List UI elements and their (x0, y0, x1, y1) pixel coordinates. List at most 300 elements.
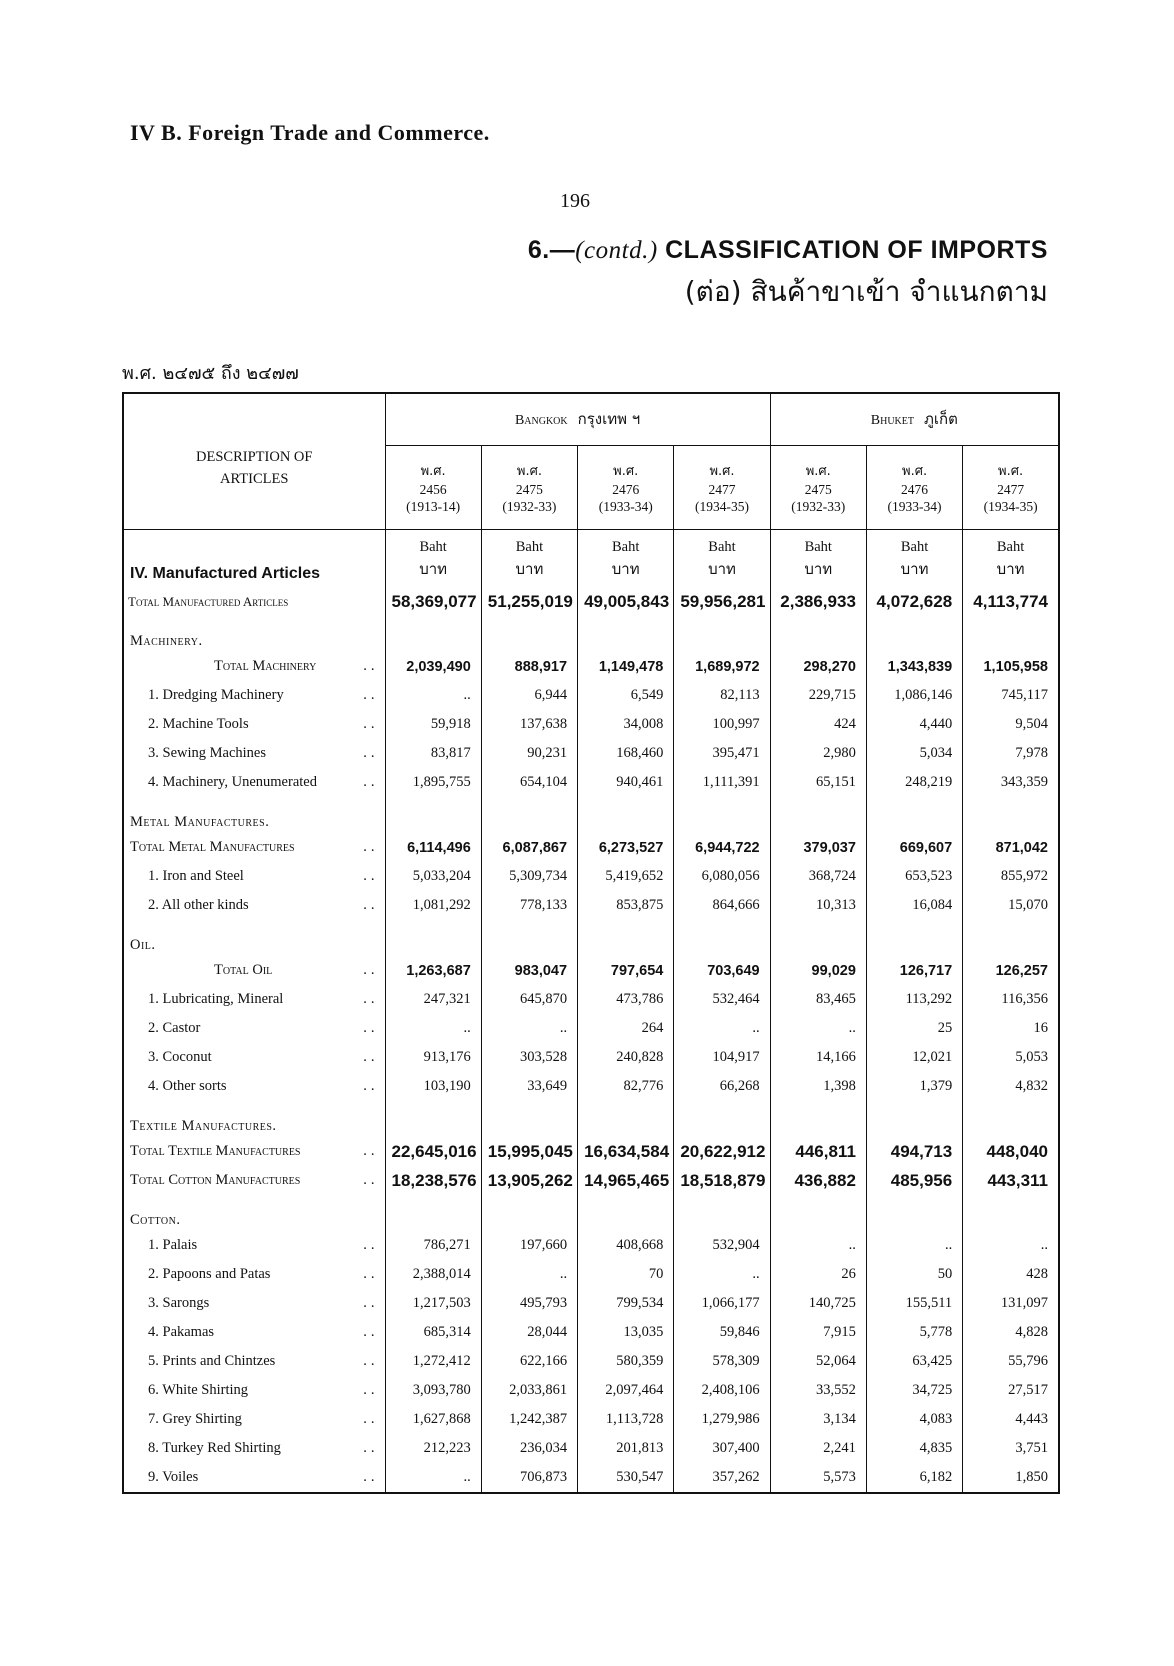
value-cell (578, 920, 674, 956)
value-cell: 13,905,262 (481, 1166, 577, 1195)
total-label: Total Textile Manufactures .. (130, 1143, 379, 1159)
value-cell: 12,021 (866, 1043, 962, 1072)
leader-dots: .. (363, 1440, 379, 1456)
section-label: IV. Manufactured Articles (130, 565, 320, 582)
value-cell: 229,715 (770, 681, 866, 710)
value-cell: 33,552 (770, 1376, 866, 1405)
leader-dots: .. (363, 1324, 379, 1340)
column-header: พ.ศ. 2456 (1913-14) (385, 445, 481, 529)
table-row (123, 1376, 1059, 1405)
value-cell: 9,504 (963, 710, 1059, 739)
value-cell: 34,725 (866, 1376, 962, 1405)
value-cell: 240,828 (578, 1043, 674, 1072)
total-label: Total Machinery .. (214, 658, 379, 674)
value-cell: 343,359 (963, 768, 1059, 797)
value-cell: 59,956,281 (674, 587, 770, 616)
item-label: 4. Machinery, Unenumerated .. (148, 774, 379, 790)
value-cell (481, 616, 577, 652)
value-cell: 1,627,868 (385, 1405, 481, 1434)
unit-cell: Baht บาท (385, 529, 481, 587)
value-cell: 90,231 (481, 739, 577, 768)
value-cell: 2,388,014 (385, 1260, 481, 1289)
value-cell: 1,379 (866, 1072, 962, 1101)
value-cell (481, 797, 577, 833)
value-cell: 59,846 (674, 1318, 770, 1347)
value-cell: 126,717 (866, 956, 962, 985)
value-cell: 18,238,576 (385, 1166, 481, 1195)
value-cell: 1,105,958 (963, 652, 1059, 681)
value-cell: 26 (770, 1260, 866, 1289)
value-cell: 495,793 (481, 1289, 577, 1318)
leader-dots: .. (363, 868, 379, 884)
value-cell: 99,029 (770, 956, 866, 985)
item-label: 9. Voiles .. (148, 1469, 379, 1485)
value-cell: 1,850 (963, 1463, 1059, 1493)
year-range-thai: พ.ศ. ๒๔๗๕ ถึง ๒๔๗๗ (122, 363, 299, 384)
value-cell: 4,113,774 (963, 587, 1059, 616)
table-row (123, 739, 1059, 768)
value-cell: 2,241 (770, 1434, 866, 1463)
value-cell: 4,828 (963, 1318, 1059, 1347)
table-row (123, 1260, 1059, 1289)
column-header: พ.ศ. 2477 (1934-35) (674, 445, 770, 529)
value-cell: 58,369,077 (385, 587, 481, 616)
table-row (123, 710, 1059, 739)
leader-dots: .. (363, 1143, 379, 1159)
value-cell: 532,904 (674, 1231, 770, 1260)
value-cell: 236,034 (481, 1434, 577, 1463)
group-label: Metal Manufactures. (130, 814, 270, 830)
value-cell: 6,944,722 (674, 833, 770, 862)
value-cell: 70 (578, 1260, 674, 1289)
value-cell (866, 797, 962, 833)
heading-contd: (contd.) (575, 237, 658, 264)
value-cell: 871,042 (963, 833, 1059, 862)
value-cell: 786,271 (385, 1231, 481, 1260)
value-cell: 913,176 (385, 1043, 481, 1072)
value-cell: 983,047 (481, 956, 577, 985)
table-row (123, 891, 1059, 920)
table-row (123, 797, 1059, 833)
value-cell: 379,037 (770, 833, 866, 862)
value-cell: .. (770, 1231, 866, 1260)
value-cell: 940,461 (578, 768, 674, 797)
value-cell (963, 797, 1059, 833)
table-row (123, 1137, 1059, 1166)
value-cell: 1,149,478 (578, 652, 674, 681)
value-cell (963, 1195, 1059, 1231)
value-cell: 248,219 (866, 768, 962, 797)
unit-cell: Baht บาท (578, 529, 674, 587)
value-cell: 853,875 (578, 891, 674, 920)
table-row (123, 920, 1059, 956)
group-label: Cotton. (130, 1212, 181, 1228)
table-row (123, 1101, 1059, 1137)
value-cell: 1,279,986 (674, 1405, 770, 1434)
leader-dots: .. (363, 1237, 379, 1253)
value-cell: 15,070 (963, 891, 1059, 920)
value-cell: .. (963, 1231, 1059, 1260)
value-cell: 494,713 (866, 1137, 962, 1166)
item-label: 3. Sewing Machines .. (148, 745, 379, 761)
table-row (123, 1318, 1059, 1347)
item-label: 2. Castor .. (148, 1020, 379, 1036)
value-cell: 5,309,734 (481, 862, 577, 891)
item-label: 5. Prints and Chintzes .. (148, 1353, 379, 1369)
table-row (123, 768, 1059, 797)
value-cell: 63,425 (866, 1347, 962, 1376)
value-cell: 2,386,933 (770, 587, 866, 616)
value-cell: 578,309 (674, 1347, 770, 1376)
value-cell: 155,511 (866, 1289, 962, 1318)
value-cell (481, 920, 577, 956)
table-row (123, 1072, 1059, 1101)
value-cell: 6,080,056 (674, 862, 770, 891)
item-label: 1. Dredging Machinery .. (148, 687, 379, 703)
leader-dots: .. (363, 716, 379, 732)
value-cell (578, 1101, 674, 1137)
heading-title: CLASSIFICATION OF IMPORTS (665, 236, 1048, 264)
item-label: 1. Iron and Steel .. (148, 868, 379, 884)
value-cell: 247,321 (385, 985, 481, 1014)
page-number: 196 (560, 190, 590, 212)
value-cell (770, 797, 866, 833)
value-cell: 49,005,843 (578, 587, 674, 616)
value-cell: 140,725 (770, 1289, 866, 1318)
value-cell: 83,465 (770, 985, 866, 1014)
section-title: IV B. Foreign Trade and Commerce. (130, 120, 490, 145)
value-cell: 16,084 (866, 891, 962, 920)
table-row (123, 1231, 1059, 1260)
table-row (123, 862, 1059, 891)
column-header: พ.ศ. 2475 (1932-33) (481, 445, 577, 529)
value-cell: 33,649 (481, 1072, 577, 1101)
table-row (123, 833, 1059, 862)
value-cell: 201,813 (578, 1434, 674, 1463)
leader-dots: .. (363, 1353, 379, 1369)
table-row (123, 681, 1059, 710)
value-cell: 2,039,490 (385, 652, 481, 681)
value-cell: 1,066,177 (674, 1289, 770, 1318)
total-label: Total Cotton Manufactures .. (130, 1172, 379, 1188)
total-label: Total Metal Manufactures .. (130, 839, 379, 855)
value-cell: 34,008 (578, 710, 674, 739)
table-row (123, 616, 1059, 652)
value-cell: 1,086,146 (866, 681, 962, 710)
value-cell: 25 (866, 1014, 962, 1043)
value-cell: 357,262 (674, 1463, 770, 1493)
leader-dots: .. (363, 1469, 379, 1485)
value-cell: 778,133 (481, 891, 577, 920)
value-cell: 6,273,527 (578, 833, 674, 862)
value-cell: 1,242,387 (481, 1405, 577, 1434)
leader-dots: .. (363, 962, 379, 978)
value-cell: 580,359 (578, 1347, 674, 1376)
value-cell: 685,314 (385, 1318, 481, 1347)
description-header: DESCRIPTION OF ARTICLES (196, 449, 313, 487)
group-label: Oil. (130, 937, 156, 953)
value-cell (866, 920, 962, 956)
value-cell: 27,517 (963, 1376, 1059, 1405)
total-label: Total Manufactured Articles (128, 593, 289, 609)
value-cell (866, 1101, 962, 1137)
value-cell: 131,097 (963, 1289, 1059, 1318)
value-cell: 1,398 (770, 1072, 866, 1101)
value-cell: 5,034 (866, 739, 962, 768)
value-cell: 14,166 (770, 1043, 866, 1072)
value-cell (385, 1101, 481, 1137)
value-cell: 6,549 (578, 681, 674, 710)
value-cell: 113,292 (866, 985, 962, 1014)
value-cell: 2,097,464 (578, 1376, 674, 1405)
value-cell (674, 920, 770, 956)
value-cell: 6,114,496 (385, 833, 481, 862)
leader-dots: .. (363, 1172, 379, 1188)
table-row (123, 1347, 1059, 1376)
unit-cell: Baht บาท (674, 529, 770, 587)
value-cell (866, 616, 962, 652)
leader-dots: .. (363, 745, 379, 761)
value-cell: 1,217,503 (385, 1289, 481, 1318)
value-cell: 653,523 (866, 862, 962, 891)
value-cell (578, 1195, 674, 1231)
value-cell: .. (385, 681, 481, 710)
value-cell (385, 1195, 481, 1231)
table-row (123, 985, 1059, 1014)
value-cell: 66,268 (674, 1072, 770, 1101)
value-cell (674, 1101, 770, 1137)
value-cell: 6,087,867 (481, 833, 577, 862)
value-cell: 4,832 (963, 1072, 1059, 1101)
value-cell: .. (866, 1231, 962, 1260)
value-cell: 368,724 (770, 862, 866, 891)
value-cell: 6,182 (866, 1463, 962, 1493)
value-cell: 7,915 (770, 1318, 866, 1347)
value-cell: 855,972 (963, 862, 1059, 891)
item-label: 1. Lubricating, Mineral .. (148, 991, 379, 1007)
value-cell: 13,035 (578, 1318, 674, 1347)
value-cell (770, 1101, 866, 1137)
item-label: 2. All other kinds .. (148, 897, 379, 913)
value-cell: 1,111,391 (674, 768, 770, 797)
value-cell: 2,980 (770, 739, 866, 768)
region-bangkok: Bangkok กรุงเทพ ฯ (385, 393, 770, 445)
table-row (123, 956, 1059, 985)
value-cell: 703,649 (674, 956, 770, 985)
value-cell: 303,528 (481, 1043, 577, 1072)
table-row (123, 652, 1059, 681)
value-cell (963, 1101, 1059, 1137)
group-label: Textile Manufactures. (130, 1118, 277, 1134)
value-cell: 799,534 (578, 1289, 674, 1318)
region-bhuket: Bhuket ภูเก็ต (770, 393, 1059, 445)
value-cell: 888,917 (481, 652, 577, 681)
value-cell: 7,978 (963, 739, 1059, 768)
value-cell (674, 797, 770, 833)
value-cell: 51,255,019 (481, 587, 577, 616)
value-cell: 4,443 (963, 1405, 1059, 1434)
value-cell (674, 616, 770, 652)
value-cell: 1,113,728 (578, 1405, 674, 1434)
column-header: พ.ศ. 2476 (1933-34) (866, 445, 962, 529)
item-label: 3. Coconut .. (148, 1049, 379, 1065)
value-cell: 2,408,106 (674, 1376, 770, 1405)
value-cell: 6,944 (481, 681, 577, 710)
value-cell: 4,835 (866, 1434, 962, 1463)
table-row (123, 1166, 1059, 1195)
value-cell: 10,313 (770, 891, 866, 920)
value-cell: 797,654 (578, 956, 674, 985)
value-cell: .. (674, 1260, 770, 1289)
value-cell: 3,093,780 (385, 1376, 481, 1405)
value-cell (770, 1195, 866, 1231)
value-cell: 669,607 (866, 833, 962, 862)
value-cell: 59,918 (385, 710, 481, 739)
value-cell: 50 (866, 1260, 962, 1289)
value-cell: 645,870 (481, 985, 577, 1014)
value-cell: 424 (770, 710, 866, 739)
leader-dots: .. (363, 1078, 379, 1094)
item-label: 4. Other sorts .. (148, 1078, 379, 1094)
value-cell: 168,460 (578, 739, 674, 768)
heading-prefix: 6.— (527, 236, 576, 264)
value-cell: 2,033,861 (481, 1376, 577, 1405)
value-cell: 530,547 (578, 1463, 674, 1493)
value-cell (963, 920, 1059, 956)
value-cell (578, 616, 674, 652)
value-cell: 82,776 (578, 1072, 674, 1101)
leader-dots: .. (363, 991, 379, 1007)
value-cell: 4,440 (866, 710, 962, 739)
unit-cell: Baht บาท (481, 529, 577, 587)
value-cell (385, 920, 481, 956)
value-cell: 298,270 (770, 652, 866, 681)
value-cell: 3,134 (770, 1405, 866, 1434)
value-cell: 428 (963, 1260, 1059, 1289)
value-cell: 5,033,204 (385, 862, 481, 891)
value-cell: 654,104 (481, 768, 577, 797)
item-label: 3. Sarongs .. (148, 1295, 379, 1311)
item-label: 1. Palais .. (148, 1237, 379, 1253)
value-cell: 864,666 (674, 891, 770, 920)
item-label: 2. Machine Tools .. (148, 716, 379, 732)
value-cell: .. (770, 1014, 866, 1043)
value-cell: 28,044 (481, 1318, 577, 1347)
value-cell: 197,660 (481, 1231, 577, 1260)
value-cell: 443,311 (963, 1166, 1059, 1195)
table-body (123, 587, 1059, 1493)
column-header: พ.ศ. 2476 (1933-34) (578, 445, 674, 529)
table-row (123, 587, 1059, 616)
value-cell: 706,873 (481, 1463, 577, 1493)
imports-table (122, 392, 1060, 1494)
value-cell (770, 920, 866, 956)
value-cell: 1,689,972 (674, 652, 770, 681)
value-cell: 532,464 (674, 985, 770, 1014)
leader-dots: .. (363, 687, 379, 703)
table-row (123, 1043, 1059, 1072)
value-cell (674, 1195, 770, 1231)
value-cell: 5,419,652 (578, 862, 674, 891)
item-label: 7. Grey Shirting .. (148, 1411, 379, 1427)
value-cell: 264 (578, 1014, 674, 1043)
leader-dots: .. (363, 839, 379, 855)
value-cell: 100,997 (674, 710, 770, 739)
value-cell: 55,796 (963, 1347, 1059, 1376)
leader-dots: .. (363, 1382, 379, 1398)
value-cell: 137,638 (481, 710, 577, 739)
value-cell (866, 1195, 962, 1231)
item-label: 4. Pakamas .. (148, 1324, 379, 1340)
item-label: 8. Turkey Red Shirting .. (148, 1440, 379, 1456)
value-cell: 65,151 (770, 768, 866, 797)
value-cell: 485,956 (866, 1166, 962, 1195)
unit-cell: Baht บาท (866, 529, 962, 587)
value-cell: .. (481, 1014, 577, 1043)
value-cell: .. (385, 1014, 481, 1043)
value-cell: 18,518,879 (674, 1166, 770, 1195)
value-cell: 16 (963, 1014, 1059, 1043)
value-cell: 395,471 (674, 739, 770, 768)
item-label: 2. Papoons and Patas .. (148, 1266, 379, 1282)
value-cell: 22,645,016 (385, 1137, 481, 1166)
leader-dots: .. (363, 1020, 379, 1036)
value-cell: 1,343,839 (866, 652, 962, 681)
total-label: Total Oil .. (214, 962, 379, 978)
value-cell: 1,263,687 (385, 956, 481, 985)
value-cell: 20,622,912 (674, 1137, 770, 1166)
value-cell: 126,257 (963, 956, 1059, 985)
value-cell (481, 1101, 577, 1137)
table-row (123, 1405, 1059, 1434)
value-cell: 16,634,584 (578, 1137, 674, 1166)
group-label: Machinery. (130, 633, 203, 649)
value-cell: 473,786 (578, 985, 674, 1014)
value-cell: 448,040 (963, 1137, 1059, 1166)
value-cell: 408,668 (578, 1231, 674, 1260)
column-header: พ.ศ. 2475 (1932-33) (770, 445, 866, 529)
value-cell (770, 616, 866, 652)
value-cell: 104,917 (674, 1043, 770, 1072)
value-cell: 82,113 (674, 681, 770, 710)
value-cell (385, 797, 481, 833)
value-cell: 103,190 (385, 1072, 481, 1101)
leader-dots: .. (363, 1049, 379, 1065)
leader-dots: .. (363, 658, 379, 674)
value-cell: 5,053 (963, 1043, 1059, 1072)
value-cell: 116,356 (963, 985, 1059, 1014)
unit-cell: Baht บาท (963, 529, 1059, 587)
value-cell (385, 616, 481, 652)
item-label: 6. White Shirting .. (148, 1382, 379, 1398)
value-cell: .. (674, 1014, 770, 1043)
value-cell: 3,751 (963, 1434, 1059, 1463)
value-cell: .. (385, 1463, 481, 1493)
value-cell: 745,117 (963, 681, 1059, 710)
value-cell: 4,083 (866, 1405, 962, 1434)
unit-cell: Baht บาท (770, 529, 866, 587)
leader-dots: .. (363, 1411, 379, 1427)
value-cell: 1,272,412 (385, 1347, 481, 1376)
table-row (123, 1463, 1059, 1493)
value-cell (578, 797, 674, 833)
value-cell: 307,400 (674, 1434, 770, 1463)
leader-dots: .. (363, 774, 379, 790)
leader-dots: .. (363, 1295, 379, 1311)
leader-dots: .. (363, 1266, 379, 1282)
value-cell: 1,081,292 (385, 891, 481, 920)
value-cell: 436,882 (770, 1166, 866, 1195)
